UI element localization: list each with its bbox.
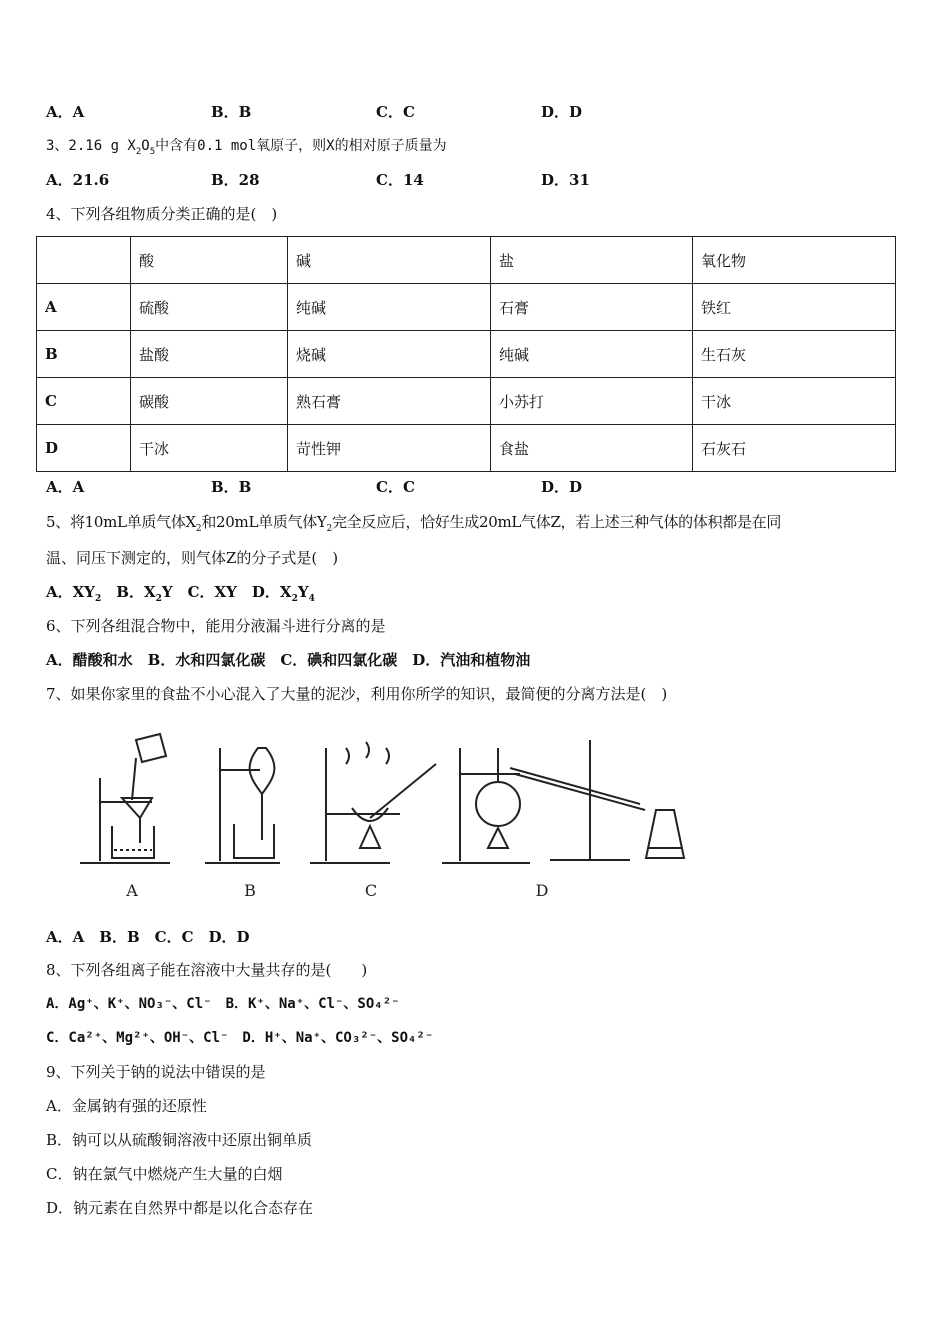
figure-label-d: D xyxy=(535,881,549,900)
table-cell: 纯碱 xyxy=(491,331,693,378)
q2-option-b: B．B xyxy=(211,103,252,121)
table-cell: 烧碱 xyxy=(288,331,491,378)
q4-option-a: A．A xyxy=(46,478,85,496)
table-header-row xyxy=(37,237,896,284)
table-cell: 生石灰 xyxy=(693,331,896,378)
q4-option-b: B．B xyxy=(211,478,252,496)
figure-label-a: A xyxy=(126,881,138,900)
table-row xyxy=(37,284,896,331)
q3-option-a: A．21.6 xyxy=(46,171,110,189)
table-cell: 干冰 xyxy=(693,378,896,425)
table-header-cell: 盐 xyxy=(491,237,693,284)
q4-stem: 4、下列各组物质分类正确的是( ) xyxy=(46,205,278,223)
table-cell: 盐酸 xyxy=(131,331,288,378)
q5-stem-line1: 5、将10mL单质气体$X_2$和20mL单质气体$Y_2$完全反应后，恰好生成20mL气体Z，若上述三种气体的体积都是在同 xyxy=(46,513,782,534)
q5-options: A．$XY_2$ B．$X_2Y$ C．XY D．$X_2Y_4$ xyxy=(46,583,315,604)
q3-stem: 3、2.16 g $X_2O_5$中含有0.1 mol氧原子，则X的相对原子质量为 xyxy=(46,138,447,157)
q6-options: A．醋酸和水 B．水和四氯化碳 C．碘和四氯化碳 D．汽油和植物油 xyxy=(46,651,531,669)
q9-option-b: B．钠可以从硫酸铜溶液中还原出铜单质 xyxy=(46,1131,313,1149)
table-row xyxy=(37,378,896,425)
table-cell: 干冰 xyxy=(131,425,288,472)
table-row xyxy=(37,425,896,472)
q2-option-d: D．D xyxy=(541,103,583,121)
q9-option-c: C．钠在氯气中燃烧产生大量的白烟 xyxy=(46,1165,283,1183)
q3-option-d: D．31 xyxy=(541,171,590,189)
apparatus-figure xyxy=(70,718,710,908)
table-cell: D xyxy=(37,425,131,472)
q9-stem: 9、下列关于钠的说法中错误的是 xyxy=(46,1063,266,1081)
table-cell: 铁红 xyxy=(693,284,896,331)
filtration-apparatus xyxy=(80,734,170,863)
q8-options-cd: C．Ca²⁺、Mg²⁺、OH⁻、Cl⁻ D．H⁺、Na⁺、CO₃²⁻、SO₄²⁻ xyxy=(46,1030,434,1046)
q3-option-b: B．28 xyxy=(211,171,260,189)
table-cell: C xyxy=(37,378,131,425)
table-cell: 石膏 xyxy=(491,284,693,331)
figure-label-b: B xyxy=(244,881,256,900)
table-cell: B xyxy=(37,331,131,378)
table-row xyxy=(37,331,896,378)
q7-stem: 7、如果你家里的食盐不小心混入了大量的泥沙，利用你所学的知识，最简便的分离方法是( ) xyxy=(46,685,668,703)
separating-funnel-apparatus xyxy=(205,748,280,863)
table-header-cell: 酸 xyxy=(131,237,288,284)
q8-options-ab: A．Ag⁺、K⁺、NO₃⁻、Cl⁻ B．K⁺、Na⁺、Cl⁻、SO₄²⁻ xyxy=(46,996,400,1012)
q9-option-a: A．金属钠有强的还原性 xyxy=(46,1097,207,1115)
table-header-cell: 碱 xyxy=(288,237,491,284)
classification-table xyxy=(36,236,896,472)
q5-stem-line2: 温、同压下测定的，则气体Z的分子式是( ) xyxy=(46,549,339,567)
figure-label-c: C xyxy=(364,881,378,900)
q7-options: A．A B．B C．C D．D xyxy=(46,928,250,946)
table-cell: 食盐 xyxy=(491,425,693,472)
evaporation-apparatus xyxy=(310,742,436,863)
table-cell: 熟石膏 xyxy=(288,378,491,425)
q9-option-d: D．钠元素在自然界中都是以化合态存在 xyxy=(46,1199,314,1217)
table-header-cell xyxy=(37,237,131,284)
table-cell: 纯碱 xyxy=(288,284,491,331)
table-cell: 碳酸 xyxy=(131,378,288,425)
q2-option-a: A．A xyxy=(46,103,85,121)
table-cell: A xyxy=(37,284,131,331)
q3-option-c: C．14 xyxy=(376,171,424,189)
table-cell: 硫酸 xyxy=(131,284,288,331)
q4-option-d: D．D xyxy=(541,478,583,496)
table-cell: 苛性钾 xyxy=(288,425,491,472)
table-cell: 小苏打 xyxy=(491,378,693,425)
table-header-cell: 氧化物 xyxy=(693,237,896,284)
q4-option-c: C．C xyxy=(376,478,415,496)
q8-stem: 8、下列各组离子能在溶液中大量共存的是( ) xyxy=(46,961,368,979)
table-cell: 石灰石 xyxy=(693,425,896,472)
distillation-apparatus xyxy=(442,740,684,863)
q2-option-c: C．C xyxy=(376,103,415,121)
q6-stem: 6、下列各组混合物中，能用分液漏斗进行分离的是 xyxy=(46,617,386,635)
